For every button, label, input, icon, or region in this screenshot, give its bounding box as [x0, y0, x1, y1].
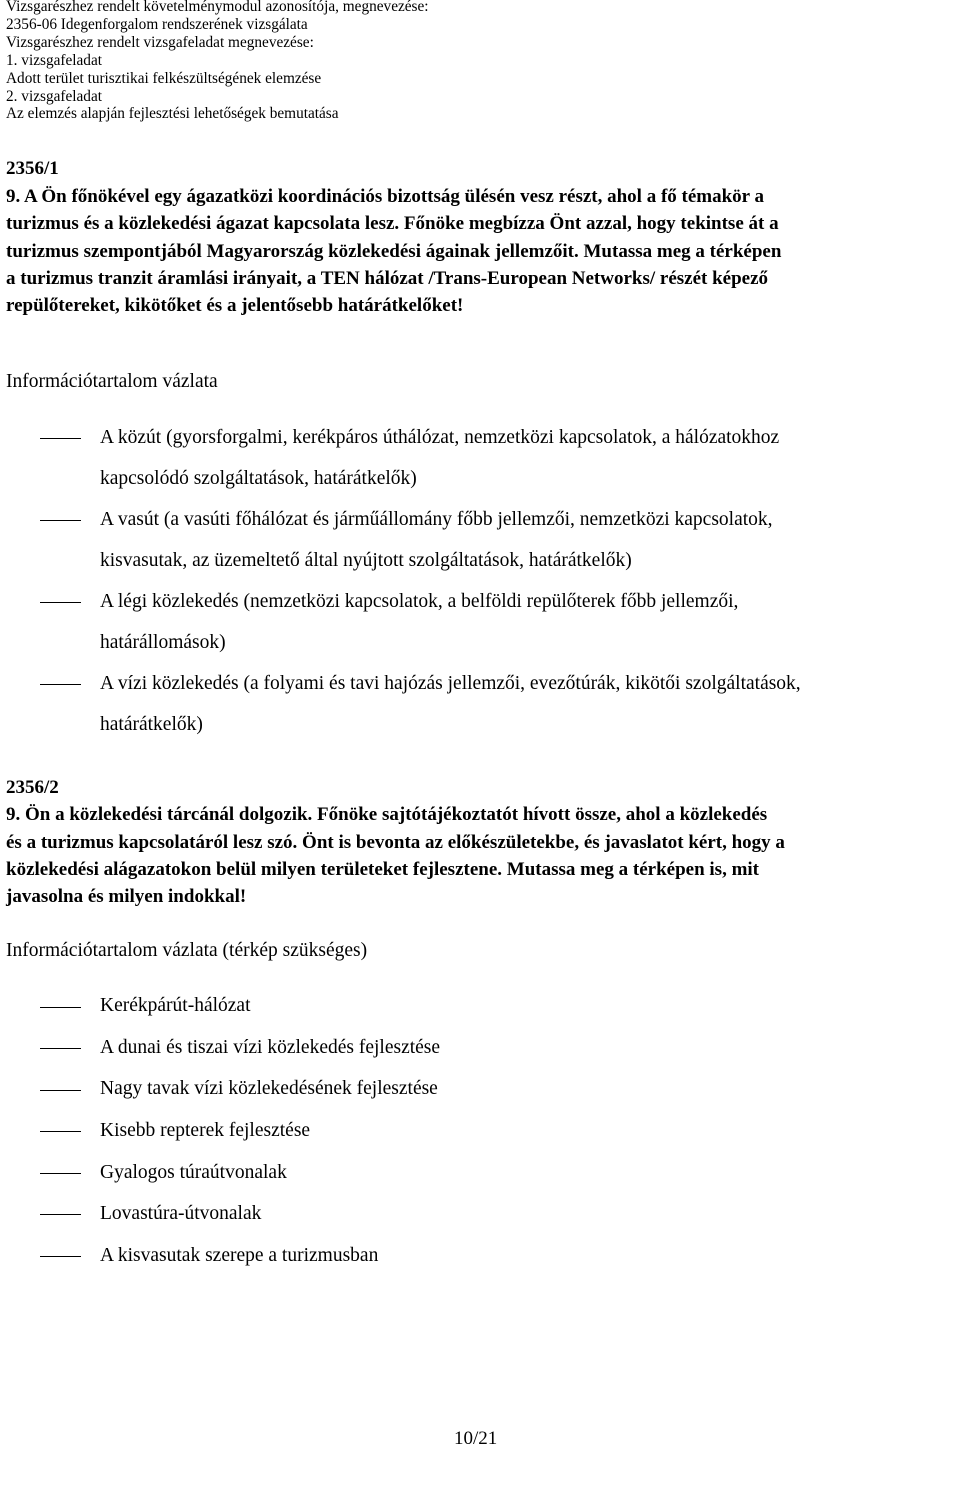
task1-item-line: kapcsolódó szolgáltatások, határátkelők)	[100, 468, 417, 489]
task2-code: 2356/2	[6, 777, 59, 798]
task2-item: Gyalogos túraútvonalak	[100, 1162, 287, 1183]
bullet-dash	[40, 602, 81, 603]
task1-item-line: A vasút (a vasúti főhálózat és járműállomány főbb jellemzői, nemzetközi kapcsolatok,	[100, 509, 773, 530]
task1-code: 2356/1	[6, 158, 59, 179]
bullet-dash	[40, 684, 81, 685]
task2-item: Nagy tavak vízi közlekedésének fejlesztése	[100, 1078, 438, 1099]
bullet-dash	[40, 520, 81, 521]
task1-item-line: határátkelők)	[100, 714, 203, 735]
task1-item-line: A légi közlekedés (nemzetközi kapcsolatok, a belföldi repülőterek főbb jellemzői,	[100, 591, 739, 612]
bullet-dash	[40, 438, 81, 439]
bullet-dash	[40, 1131, 81, 1132]
bullet-dash	[40, 1173, 81, 1174]
header-line-6: 2. vizsgafeladat	[6, 88, 102, 105]
header-line-1: Vizsgarészhez rendelt követelménymodul azonosítója, megnevezése:	[6, 0, 429, 15]
bullet-dash	[40, 1090, 81, 1091]
task2-item: A kisvasutak szerepe a turizmusban	[100, 1245, 379, 1266]
task2-text-line: javasolna és milyen indokkal!	[6, 886, 247, 907]
task1-item-line: A vízi közlekedés (a folyami és tavi hajózás jellemzői, evezőtúrák, kikötői szolgáltatások,	[100, 673, 801, 694]
header-line-4: 1. vizsgafeladat	[6, 52, 102, 69]
task1-item-line: kisvasutak, az üzemeltető által nyújtott szolgáltatások, határátkelők)	[100, 550, 632, 571]
header-line-7: Az elemzés alapján fejlesztési lehetőségek bemutatása	[6, 105, 339, 122]
bullet-dash	[40, 1256, 81, 1257]
task1-item-line: határállomások)	[100, 632, 226, 653]
bullet-dash	[40, 1007, 81, 1008]
task2-item: Kisebb repterek fejlesztése	[100, 1120, 311, 1141]
task2-text-line: közlekedési alágazatokon belül milyen területeket fejlesztene. Mutassa meg a térképen is, mit	[6, 859, 760, 880]
task2-text-line: és a turizmus kapcsolatáról lesz szó. Önt is bevonta az előkészületekbe, és javaslatot kért, hogy a	[6, 832, 785, 853]
task2-item: A dunai és tiszai vízi közlekedés fejlesztése	[100, 1037, 441, 1058]
task1-text-line: 9. A Ön főnökével egy ágazatközi koordinációs bizottság ülésén vesz részt, ahol a fő témakör a	[6, 186, 765, 207]
task1-text-line: a turizmus tranzit áramlási irányait, a TEN hálózat /Trans-European Networks/ részét képező	[6, 268, 769, 289]
task1-item-line: A közút (gyorsforgalmi, kerékpáros úthálózat, nemzetközi kapcsolatok, a hálózatokhoz	[100, 427, 780, 448]
header-line-5: Adott terület turisztikai felkészültségének elemzése	[6, 70, 322, 87]
header-line-3: Vizsgarészhez rendelt vizsgafeladat megnevezése:	[6, 34, 314, 51]
task1-text-line: repülőtereket, kikötőket és a jelentősebb határátkelőket!	[6, 295, 464, 316]
bullet-dash	[40, 1048, 81, 1049]
task1-text-line: turizmus és a közlekedési ágazat kapcsolata lesz. Főnöke megbízza Önt azzal, hogy tekintse át a	[6, 213, 779, 234]
task2-info-title: Információtartalom vázlata (térkép szükséges)	[6, 940, 368, 961]
task1-info-title: Információtartalom vázlata	[6, 371, 218, 392]
bullet-dash	[40, 1214, 81, 1215]
task1-text-line: turizmus szempontjából Magyarország közlekedési ágainak jellemzőit. Mutassa meg a térképen	[6, 241, 782, 262]
header-line-2: 2356-06 Idegenforgalom rendszerének vizsgálata	[6, 16, 308, 33]
task2-item: Kerékpárút-hálózat	[100, 995, 251, 1016]
task2-item: Lovastúra-útvonalak	[100, 1203, 262, 1224]
page-number: 10/21	[454, 1428, 498, 1449]
task2-text-line: 9. Ön a közlekedési tárcánál dolgozik. Főnöke sajtótájékoztatót hívott össze, ahol a közlekedés	[6, 804, 768, 825]
